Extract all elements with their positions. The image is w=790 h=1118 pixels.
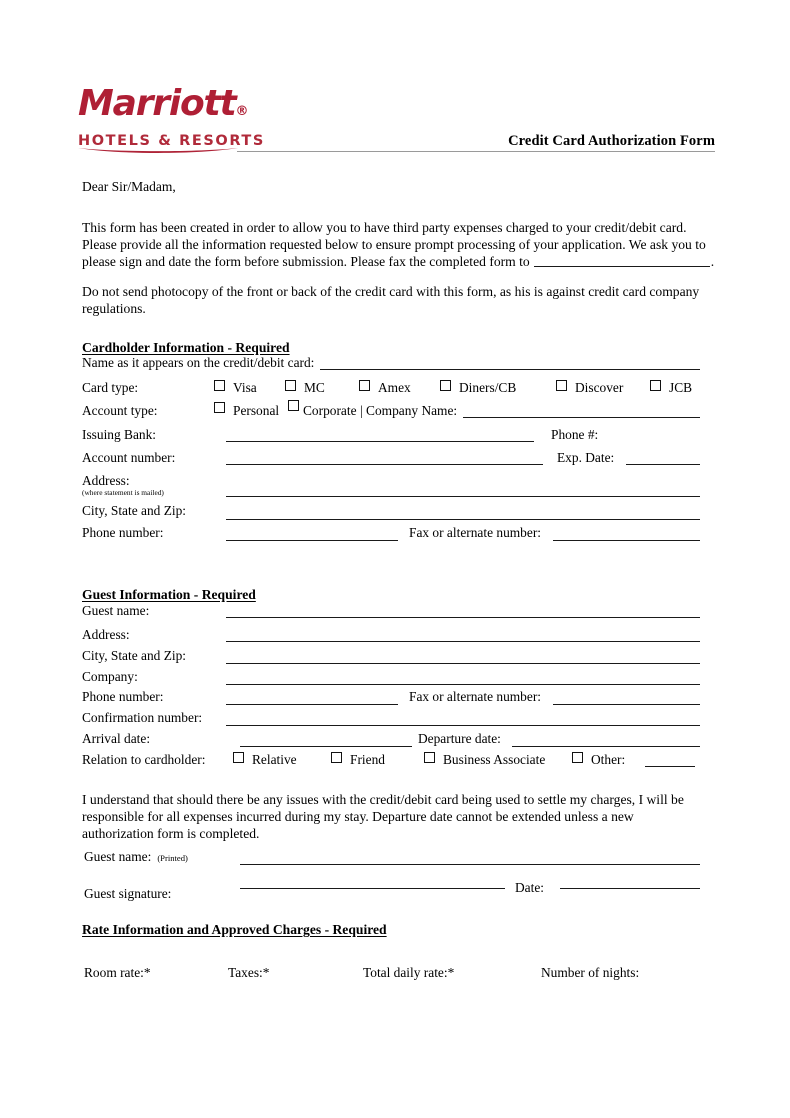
company-name-rule[interactable] [463, 417, 700, 418]
cardholder-address-label: Address: [82, 473, 130, 488]
guest-company-label: Company: [82, 669, 138, 684]
guest-arrival-date-rule[interactable] [240, 746, 412, 747]
relation-to-cardholder-label: Relation to cardholder: [82, 752, 206, 767]
page-title: Credit Card Authorization Form [508, 133, 715, 149]
guest-address-rule[interactable] [226, 641, 700, 642]
card-type-amex-label: Amex [378, 380, 411, 395]
guest-confirmation-label: Confirmation number: [82, 710, 203, 725]
account-type-personal-label: Personal [233, 403, 280, 418]
guest-arrival-date-label: Arrival date: [82, 731, 151, 746]
cardholder-city-state-zip-rule[interactable] [226, 519, 700, 520]
number-of-nights-label: Number of nights: [541, 965, 640, 980]
cardholder-city-state-zip-label: City, State and Zip: [82, 503, 187, 518]
cardholder-section-heading: Cardholder Information - Required [82, 340, 290, 355]
brand-wordmark [78, 83, 248, 130]
taxes-label: Taxes:* [228, 965, 270, 980]
cardholder-address-rule[interactable] [226, 496, 700, 497]
card-type-jcb-label: JCB [669, 380, 693, 395]
signature-guest-name-text: Guest name: [84, 849, 152, 864]
signature-date-label: Date: [515, 880, 544, 895]
cardholder-fax-label: Fax or alternate number: [409, 525, 541, 540]
guest-fax-label: Fax or alternate number: [409, 689, 541, 704]
cardholder-address-sublabel: (where statement is mailed) [82, 488, 164, 497]
document-header [0, 0, 790, 170]
intro-text-end: . [710, 254, 715, 270]
guest-city-state-zip-rule[interactable] [226, 663, 700, 664]
relation-other-rule[interactable] [645, 766, 695, 767]
guest-fax-rule[interactable] [553, 704, 700, 705]
company-name-label: | Company Name: [360, 403, 458, 418]
checkbox-card-type-mc[interactable] [285, 380, 296, 391]
checkbox-relation-friend[interactable] [331, 752, 342, 763]
salutation: Dear Sir/Madam, [82, 179, 176, 194]
photocopy-note: Do not send photocopy of the front or back of the credit card with this form, as his is against credit card company regulations. [82, 284, 700, 317]
issuing-bank-rule[interactable] [226, 441, 534, 442]
exp-date-rule[interactable] [626, 464, 700, 465]
fax-number-blank[interactable] [534, 254, 710, 267]
account-type-corporate-label: Corporate [303, 403, 357, 418]
acknowledgement-paragraph: I understand that should there be any issues with the credit/debit card being used to settle my charges, I will be responsible for all expenses incurred during my stay. Departure date cannot be extended unless a new authorization form is completed. [82, 792, 684, 842]
cardholder-phone-number-label: Phone number: [82, 525, 164, 540]
account-number-label: Account number: [82, 450, 176, 465]
card-type-diners-label: Diners/CB [459, 380, 517, 395]
guest-city-state-zip-label: City, State and Zip: [82, 648, 187, 663]
card-type-visa-label: Visa [233, 380, 257, 395]
brand-swoosh-icon [78, 147, 238, 155]
guest-address-label: Address: [82, 627, 130, 642]
cardholder-name-label: Name as it appears on the credit/debit card: [82, 355, 315, 370]
relation-friend-label: Friend [350, 752, 385, 767]
cardholder-phone-number-rule[interactable] [226, 540, 398, 541]
checkbox-account-type-personal[interactable] [214, 402, 225, 413]
rate-section-heading: Rate Information and Approved Charges - Required [82, 922, 387, 937]
guest-section-heading: Guest Information - Required [82, 587, 256, 602]
account-type-label: Account type: [82, 403, 158, 418]
account-number-rule[interactable] [226, 464, 543, 465]
guest-phone-number-rule[interactable] [226, 704, 398, 705]
checkbox-relation-business-associate[interactable] [424, 752, 435, 763]
cardholder-phone-hash-label: Phone #: [551, 427, 599, 442]
card-type-mc-label: MC [304, 380, 325, 395]
brand-wordmark-text: Marriott [78, 83, 236, 124]
exp-date-label: Exp. Date: [557, 450, 615, 465]
guest-departure-date-rule[interactable] [512, 746, 700, 747]
guest-confirmation-rule[interactable] [226, 725, 700, 726]
checkbox-card-type-visa[interactable] [214, 380, 225, 391]
checkbox-relation-other[interactable] [572, 752, 583, 763]
marriott-logo [78, 83, 265, 149]
guest-phone-number-label: Phone number: [82, 689, 164, 704]
guest-name-rule[interactable] [226, 617, 700, 618]
guest-name-label: Guest name: [82, 603, 150, 618]
checkbox-account-type-corporate[interactable] [288, 400, 299, 411]
header-divider [237, 151, 715, 152]
room-rate-label: Room rate:* [84, 965, 151, 980]
card-type-label: Card type: [82, 380, 139, 395]
checkbox-card-type-discover[interactable] [556, 380, 567, 391]
guest-departure-date-label: Departure date: [418, 731, 501, 746]
total-daily-rate-label: Total daily rate:* [363, 965, 455, 980]
card-type-discover-label: Discover [575, 380, 624, 395]
signature-guest-signature-rule[interactable] [240, 888, 505, 889]
cardholder-name-rule[interactable] [320, 369, 700, 370]
cardholder-fax-rule[interactable] [553, 540, 700, 541]
checkbox-card-type-jcb[interactable] [650, 380, 661, 391]
relation-other-label: Other: [591, 752, 626, 767]
signature-guest-name-label [84, 849, 188, 865]
issuing-bank-label: Issuing Bank: [82, 427, 157, 442]
guest-company-rule[interactable] [226, 684, 700, 685]
checkbox-card-type-amex[interactable] [359, 380, 370, 391]
signature-guest-name-sublabel: (Printed) [157, 853, 188, 863]
signature-guest-signature-label: Guest signature: [84, 886, 172, 901]
checkbox-relation-relative[interactable] [233, 752, 244, 763]
relation-business-associate-label: Business Associate [443, 752, 546, 767]
checkbox-card-type-diners[interactable] [440, 380, 451, 391]
brand-subtitle: HOTELS & RESORTS [78, 133, 265, 149]
intro-text: This form has been created in order to allow you to have third party expenses charged to your credit/debit card. Please provide all the information requested below to ensure prompt processing of your application. We ask you to please sign and date the form before submission. Please fax the completed form to [82, 220, 706, 270]
signature-guest-name-rule[interactable] [240, 864, 700, 865]
relation-relative-label: Relative [252, 752, 297, 767]
registered-trademark-icon: ® [235, 104, 248, 119]
intro-paragraph [82, 219, 722, 271]
signature-date-rule[interactable] [560, 888, 700, 889]
